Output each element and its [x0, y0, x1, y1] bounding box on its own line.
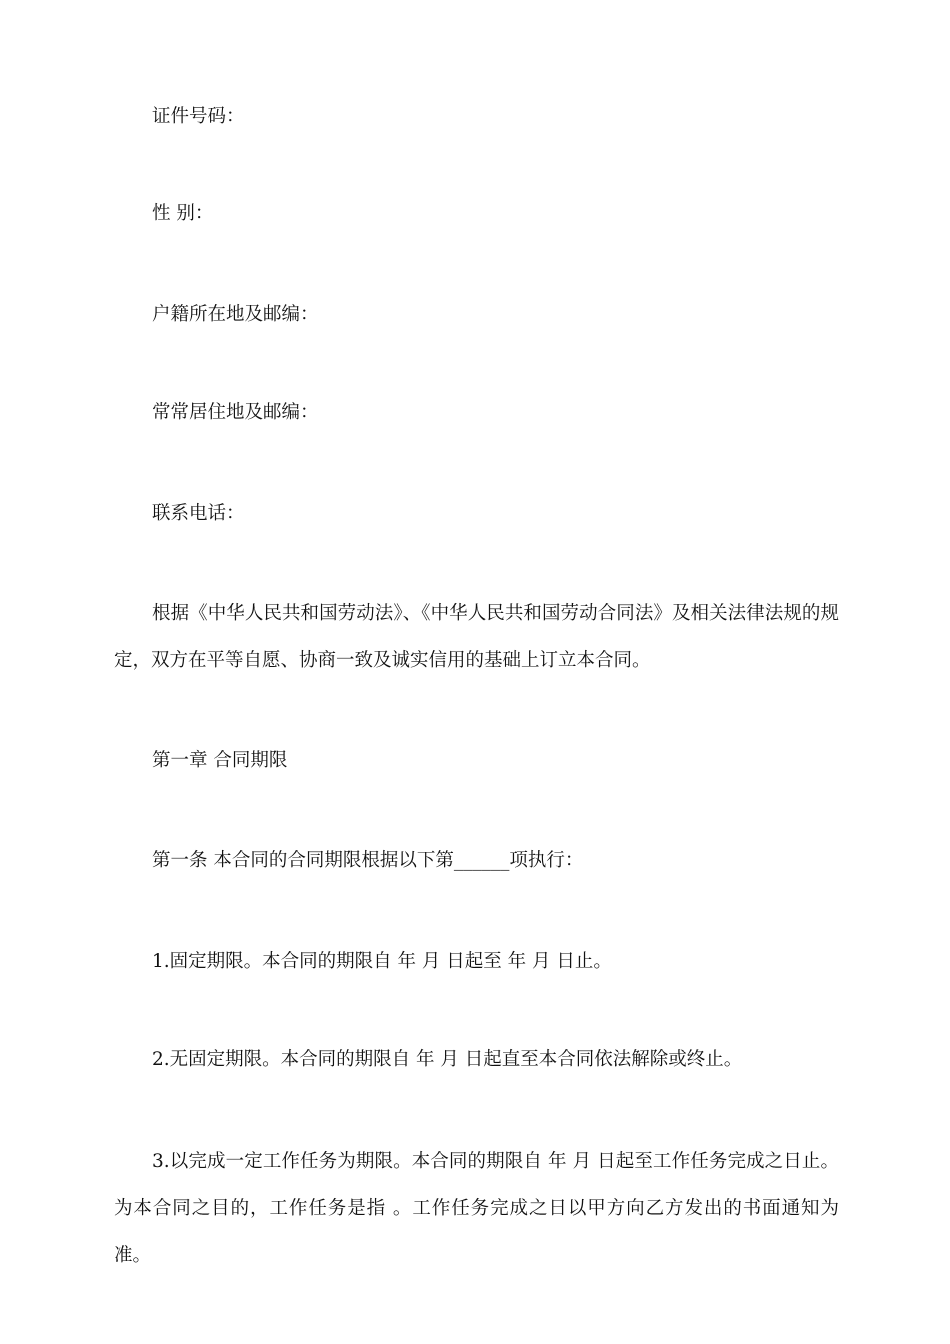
field-gender: 性 别： — [152, 203, 214, 224]
chapter-title: 第一章 合同期限 — [152, 750, 288, 771]
article-1: 第一条 本合同的合同期限根据以下第______项执行： — [152, 850, 584, 871]
preamble-paragraph: 根据《中华人民共和国劳动法》、《中华人民共和国劳动合同法》及相关法律法规的规定，双方在平等自愿、协商一致及诚实信用的基础上订立本合同。 — [114, 603, 839, 671]
field-phone: 联系电话： — [152, 503, 245, 524]
list-item-2: 2.无固定期限。本合同的期限自 年 月 日起直至本合同依法解除或终止。 — [152, 1049, 743, 1070]
field-residence-address: 常常居住地及邮编： — [152, 402, 319, 423]
field-household-address: 户籍所在地及邮编： — [152, 304, 319, 325]
list-item-3: 3.以完成一定工作任务为期限。本合同的期限自 年 月 日起至工作任务完成之日止。为本合同之目的，工作任务是指 。工作任务完成之日以甲方向乙方发出的书面通知为准。 — [114, 1151, 839, 1266]
field-id-number: 证件号码： — [152, 106, 245, 127]
list-item-1: 1.固定期限。本合同的期限自 年 月 日起至 年 月 日止。 — [152, 951, 612, 972]
